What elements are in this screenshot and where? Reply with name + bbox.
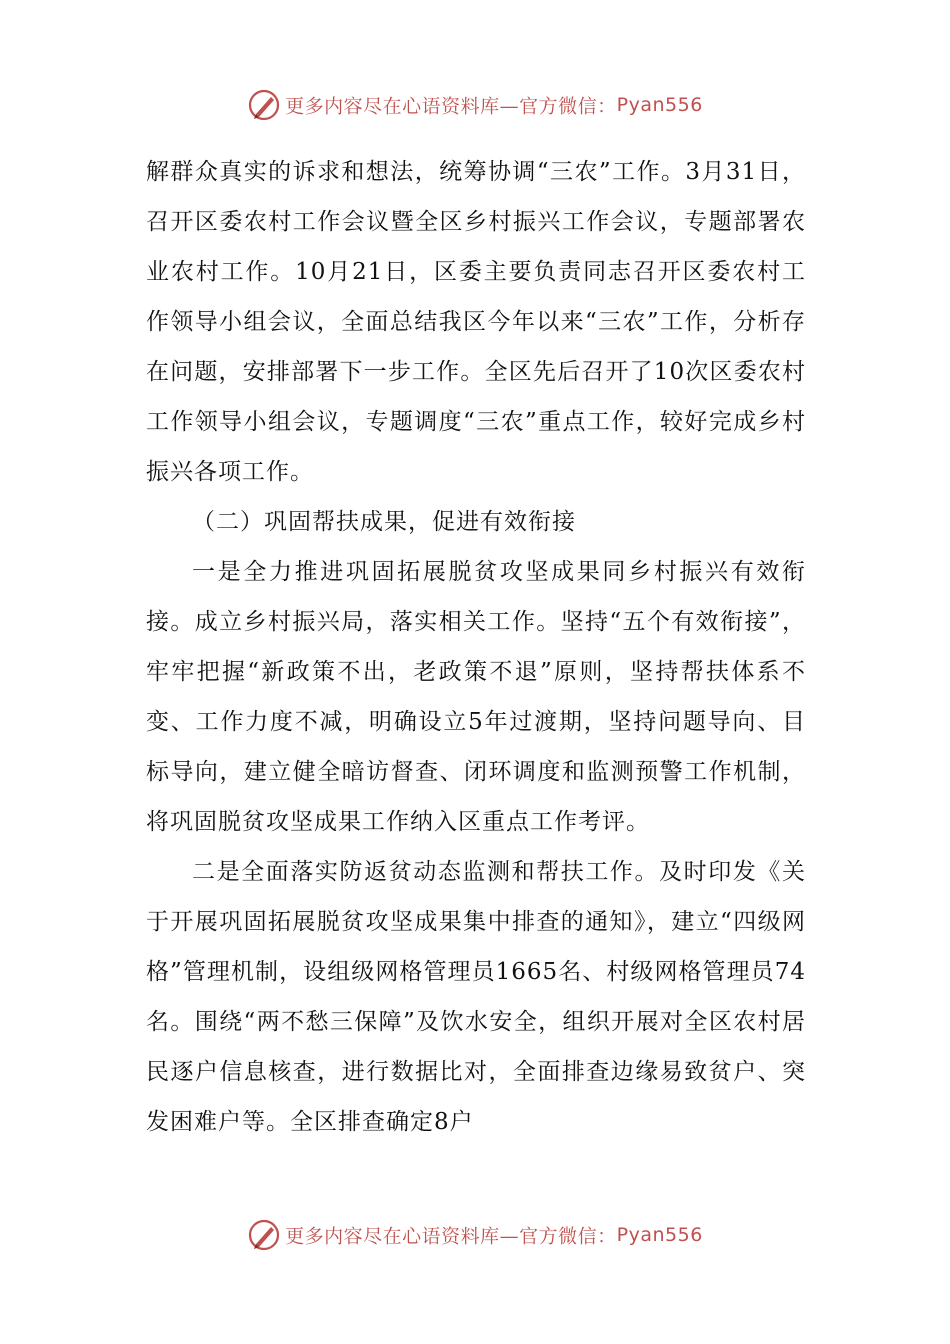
paragraph-continuation: 解群众真实的诉求和想法，统筹协调“三农”工作。3月31日，召开区委农村工作会议暨全区乡村振兴工作会议，专题部署农业农村工作。10月21日，区委主要负责同志召开区委农村工作领导小组会议，全面总结我区今年以来“三农”工作，分析存在问题，安排部署下一步工作。全区先后召开了10次区委农村工作领导小组会议，专题调度“三农”重点工作，较好完成乡村振兴各项工作。 [146,159,806,485]
paragraph-point-two: 二是全面落实防返贫动态监测和帮扶工作。及时印发《关于开展巩固拓展脱贫攻坚成果集中排查的通知》，建立“四级网格”管理机制，设组级网格管理员1665名、村级网格管理员74名。围绕“两不愁三保障”及饮水安全，组织开展对全区农村居民逐户信息核查，进行数据比对，全面排查边缘易致贫户、突发困难户等。全区排查确定8户 [146,859,806,1135]
watermark-footer [0,1218,950,1252]
watermark-wechat-id: Pyan556 [616,1224,703,1246]
watermark-header [0,88,950,122]
paragraph-point-one: 一是全力推进巩固拓展脱贫攻坚成果同乡村振兴有效衔接。成立乡村振兴局，落实相关工作。坚持“五个有效衔接”，牢牢把握“新政策不出，老政策不退”原则，坚持帮扶体系不变、工作力度不减，明确设立5年过渡期，坚持问题导向、目标导向，建立健全暗访督查、闭环调度和监测预警工作机制，将巩固脱贫攻坚成果工作纳入区重点工作考评。 [146,559,806,835]
watermark-wechat-id: Pyan556 [616,94,703,116]
pen-logo-icon [247,1218,281,1252]
document-body [146,147,806,1147]
section-heading: （二）巩固帮扶成果，促进有效衔接 [192,509,576,535]
watermark-text: 更多内容尽在心语资料库—官方微信： [285,95,617,118]
pen-logo-icon [247,88,281,122]
watermark-text: 更多内容尽在心语资料库—官方微信： [285,1225,617,1248]
